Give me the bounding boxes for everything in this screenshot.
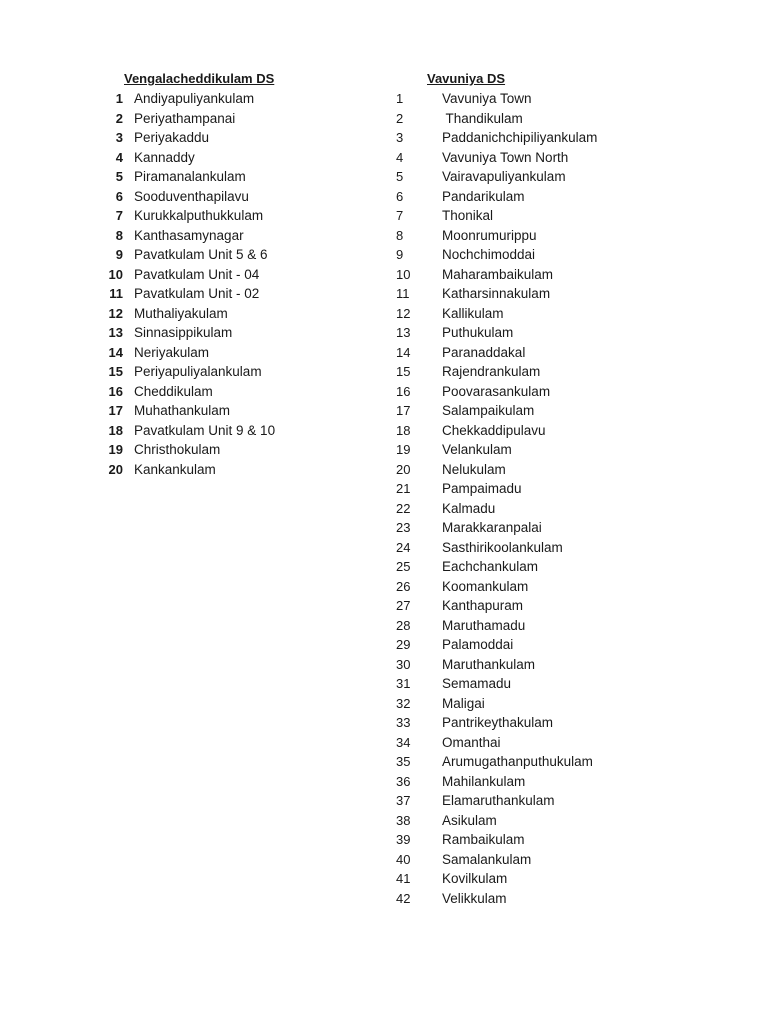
village-name: Katharsinnakulam <box>442 286 551 301</box>
list-item <box>102 265 362 285</box>
item-number: 33 <box>396 715 411 730</box>
village-name: Kanthasamynagar <box>134 227 244 243</box>
village-name: Nochchimoddai <box>442 247 536 262</box>
item-number: 6 <box>115 188 123 204</box>
item-number: 3 <box>115 130 123 145</box>
list-item <box>390 382 690 402</box>
list-item <box>390 128 690 148</box>
list-item <box>390 440 690 460</box>
item-number: 30 <box>396 656 411 672</box>
item-number: 38 <box>396 812 411 828</box>
village-name: Sooduventhapilavu <box>134 188 249 204</box>
item-number: 19 <box>108 442 123 457</box>
item-number: 1 <box>396 91 404 106</box>
list-item <box>390 89 690 109</box>
item-number: 42 <box>396 890 411 906</box>
list-item <box>390 421 690 441</box>
item-number: 9 <box>115 247 123 262</box>
list-item <box>102 89 362 109</box>
item-number: 24 <box>396 539 411 555</box>
item-number: 13 <box>108 325 123 340</box>
item-number: 2 <box>115 110 123 126</box>
village-name: Paranaddakal <box>442 344 526 360</box>
village-name: Christhokulam <box>134 442 221 457</box>
village-list <box>102 89 362 479</box>
list-item <box>102 421 362 441</box>
item-number: 12 <box>108 305 123 321</box>
list-item <box>390 577 690 597</box>
list-item <box>390 479 690 499</box>
list-item <box>390 167 690 187</box>
village-name: Velankulam <box>442 442 512 457</box>
list-item <box>390 460 690 480</box>
list-item <box>102 460 362 480</box>
village-name: Semamadu <box>442 676 512 691</box>
item-number: 4 <box>115 149 123 165</box>
list-item <box>390 655 690 675</box>
item-number: 16 <box>108 383 123 399</box>
item-number: 25 <box>396 559 411 574</box>
village-name: Elamaruthankulam <box>442 793 555 808</box>
list-item <box>390 811 690 831</box>
village-name: Kurukkalputhukkulam <box>134 208 264 223</box>
village-name: Asikulam <box>442 812 497 828</box>
village-name: Rajendrankulam <box>442 364 541 379</box>
village-name: Pavatkulam Unit - 04 <box>134 266 260 282</box>
village-name: Omanthai <box>442 734 501 750</box>
list-item <box>390 791 690 811</box>
item-number: 18 <box>108 422 123 438</box>
village-name: Chekkaddipulavu <box>442 422 546 438</box>
list-item <box>390 772 690 792</box>
section-heading: Vengalacheddikulam DS <box>124 71 275 86</box>
item-number: 11 <box>396 286 410 301</box>
village-name: Neriyakulam <box>134 344 210 360</box>
village-name: Kanthapuram <box>442 598 524 613</box>
list-item <box>390 557 690 577</box>
item-number: 15 <box>108 364 123 379</box>
item-number: 14 <box>396 344 411 360</box>
list-item <box>390 694 690 714</box>
list-item <box>390 674 690 694</box>
section-heading: Vavuniya DS <box>427 71 506 86</box>
item-number: 8 <box>396 227 404 243</box>
village-name: Paddanichchipiliyankulam <box>442 130 598 145</box>
village-name: Rambaikulam <box>442 832 525 847</box>
village-name: Marakkaranpalai <box>442 520 542 535</box>
item-number: 3 <box>396 130 404 145</box>
vengalacheddikulam-ds-section <box>102 69 362 479</box>
list-item <box>390 109 690 129</box>
village-name: Maharambaikulam <box>442 266 554 282</box>
village-name: Kannaddy <box>134 149 195 165</box>
item-number: 34 <box>396 734 411 750</box>
list-item <box>390 635 690 655</box>
village-name: Mahilankulam <box>442 773 526 789</box>
item-number: 26 <box>396 578 411 594</box>
list-item <box>102 382 362 402</box>
list-item <box>102 304 362 324</box>
item-number: 17 <box>396 403 411 418</box>
village-name: Thonikal <box>442 208 494 223</box>
item-number: 4 <box>396 149 404 165</box>
village-name: Kankankulam <box>134 461 216 477</box>
village-name: Kallikulam <box>442 305 504 321</box>
item-number: 6 <box>396 188 404 204</box>
item-number: 40 <box>396 851 411 867</box>
list-item <box>390 596 690 616</box>
village-name: Thandikulam <box>442 110 523 126</box>
village-list <box>390 89 690 908</box>
item-number: 14 <box>108 344 123 360</box>
item-number: 16 <box>396 383 411 399</box>
item-number: 5 <box>115 169 123 184</box>
village-name: Maruthamadu <box>442 617 526 633</box>
village-name: Pavatkulam Unit - 02 <box>134 286 260 301</box>
vavuniya-ds-section <box>390 69 690 908</box>
village-name: Pavatkulam Unit 9 & 10 <box>134 422 276 438</box>
village-name: Cheddikulam <box>134 383 213 399</box>
village-name: Velikkulam <box>442 890 507 906</box>
list-item <box>102 148 362 168</box>
list-item <box>390 733 690 753</box>
item-number: 20 <box>108 461 123 477</box>
item-number: 23 <box>396 520 411 535</box>
village-name: Andiyapuliyankulam <box>134 91 255 106</box>
item-number: 35 <box>396 754 411 769</box>
village-name: Samalankulam <box>442 851 532 867</box>
item-number: 15 <box>396 364 411 379</box>
list-item <box>102 440 362 460</box>
village-name: Palamoddai <box>442 637 514 652</box>
item-number: 31 <box>396 676 411 691</box>
item-number: 8 <box>115 227 123 243</box>
item-number: 17 <box>108 403 123 418</box>
village-name: Vavuniya Town <box>442 91 532 106</box>
list-item <box>390 538 690 558</box>
village-name: Eachchankulam <box>442 559 539 574</box>
list-item <box>102 206 362 226</box>
item-number: 7 <box>396 208 404 223</box>
list-item <box>390 226 690 246</box>
village-name: Periyathampanai <box>134 110 236 126</box>
item-number: 2 <box>396 110 404 126</box>
village-name: Sasthirikoolankulam <box>442 539 563 555</box>
list-item <box>102 343 362 363</box>
list-item <box>390 869 690 889</box>
list-item <box>390 323 690 343</box>
list-item <box>102 187 362 207</box>
village-name: Poovarasankulam <box>442 383 551 399</box>
item-number: 5 <box>396 169 404 184</box>
list-item <box>102 109 362 129</box>
village-name: Koomankulam <box>442 578 529 594</box>
village-name: Periyakaddu <box>134 130 210 145</box>
list-item <box>390 187 690 207</box>
item-number: 32 <box>396 695 411 711</box>
village-name: Nelukulam <box>442 461 506 477</box>
village-name: Puthukulam <box>442 325 514 340</box>
list-item <box>102 362 362 382</box>
list-item <box>390 713 690 733</box>
list-item <box>390 148 690 168</box>
village-name: Sinnasippikulam <box>134 325 233 340</box>
list-item <box>390 616 690 636</box>
village-name: Pampaimadu <box>442 481 522 496</box>
item-number: 11 <box>109 286 123 301</box>
item-number: 7 <box>115 208 123 223</box>
list-item <box>102 128 362 148</box>
list-item <box>390 830 690 850</box>
item-number: 22 <box>396 500 411 516</box>
item-number: 1 <box>115 91 123 106</box>
village-name: Salampaikulam <box>442 403 535 418</box>
list-item <box>102 167 362 187</box>
village-name: Pantrikeythakulam <box>442 715 554 730</box>
list-item <box>390 343 690 363</box>
item-number: 21 <box>396 481 411 496</box>
list-item <box>102 401 362 421</box>
village-name: Vavuniya Town North <box>442 149 569 165</box>
item-number: 9 <box>396 247 404 262</box>
village-name: Vairavapuliyankulam <box>442 169 566 184</box>
item-number: 20 <box>396 461 411 477</box>
village-name: Arumugathanputhukulam <box>442 754 593 769</box>
list-item <box>390 401 690 421</box>
village-name: Kalmadu <box>442 500 496 516</box>
village-name: Maruthankulam <box>442 656 536 672</box>
list-item <box>390 518 690 538</box>
list-item <box>102 323 362 343</box>
village-name: Muthaliyakulam <box>134 305 228 321</box>
item-number: 18 <box>396 422 411 438</box>
item-number: 13 <box>396 325 411 340</box>
item-number: 41 <box>396 871 411 886</box>
list-item <box>390 499 690 519</box>
item-number: 19 <box>396 442 411 457</box>
village-name: Pandarikulam <box>442 188 525 204</box>
village-name: Muhathankulam <box>134 403 231 418</box>
item-number: 28 <box>396 617 411 633</box>
village-name: Kovilkulam <box>442 871 508 886</box>
item-number: 29 <box>396 637 411 652</box>
item-number: 39 <box>396 832 411 847</box>
item-number: 27 <box>396 598 411 613</box>
item-number: 10 <box>396 266 411 282</box>
list-item <box>390 850 690 870</box>
list-item <box>102 284 362 304</box>
list-item <box>390 284 690 304</box>
list-item <box>390 304 690 324</box>
list-item <box>390 362 690 382</box>
list-item <box>102 226 362 246</box>
item-number: 36 <box>396 773 411 789</box>
item-number: 12 <box>396 305 411 321</box>
list-item <box>390 265 690 285</box>
village-name: Periyapuliyalankulam <box>134 364 262 379</box>
item-number: 37 <box>396 793 411 808</box>
village-name: Moonrumurippu <box>442 227 537 243</box>
list-item <box>390 245 690 265</box>
village-name: Maligai <box>442 695 485 711</box>
item-number: 10 <box>108 266 123 282</box>
list-item <box>102 245 362 265</box>
list-item <box>390 206 690 226</box>
list-item <box>390 889 690 909</box>
village-name: Pavatkulam Unit 5 & 6 <box>134 247 268 262</box>
list-item <box>390 752 690 772</box>
village-name: Piramanalankulam <box>134 169 246 184</box>
